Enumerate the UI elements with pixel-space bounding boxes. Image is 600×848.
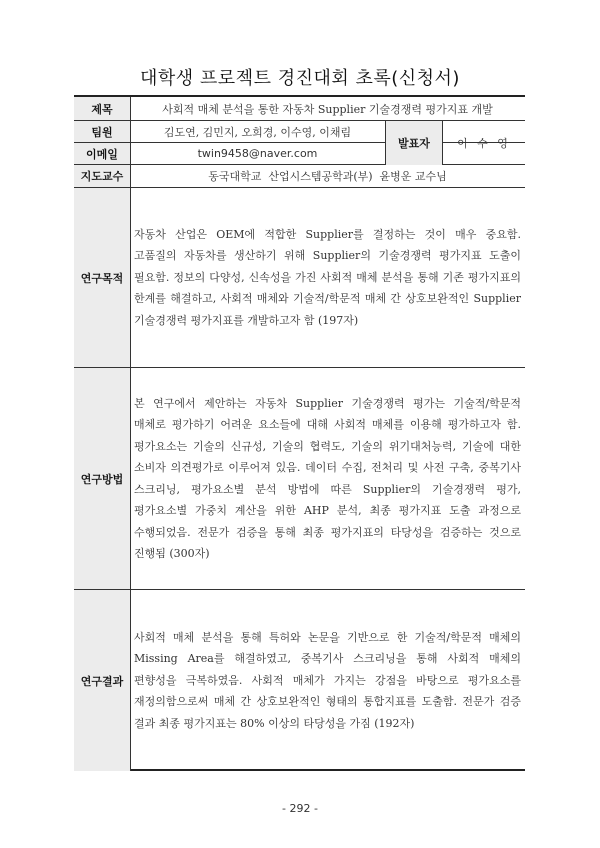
- purpose-paragraph: 자동차 산업은 OEM에 적합한 Supplier를 결정하는 것이 매우 중요함. 고품질의 자동차를 생산하기 위해 Supplier의 기술경쟁력 평가지표 도출이 필요함. 정보의 다양성, 신속성을 가진 사회적 매체 분석을 통해 기존 평가지표의 한계를 해결하고, 사회적 매체와 기술적/학문적 매체 간 상호보완적인 Supplier 기술경쟁력 평가지표를 개발하고자 함 (197자): [134, 227, 521, 327]
- value-subject: 사회적 매체 분석을 통한 자동차 Supplier 기술경쟁력 평가지표 개발: [162, 102, 493, 116]
- value-presenter: 이 수 영: [457, 137, 511, 150]
- page-number: - 292 -: [282, 802, 318, 815]
- label-advisor: 지도교수: [74, 165, 131, 187]
- label-presenter: 발표자: [385, 121, 443, 165]
- application-form: [74, 95, 525, 771]
- result-paragraph: 사회적 매체 분석을 통해 특허와 논문을 기반으로 한 기술적/학문적 매체의 Missing Area를 해결하였고, 중복기사 스크리닝을 통해 사회적 매체의 편향성을 극복하였음. 사회적 매체가 가지는 강점을 바탕으로 평가요소를 재정의함으로써 매체 간 상호보완적인 형태의 통합지표를 도출함. 전문가 검증 결과 최종 평가지표는 80% 이상의 타당성을 가짐 (192자): [134, 630, 521, 730]
- label-purpose: 연구목적: [74, 188, 131, 367]
- value-email: twin9458@naver.com: [197, 147, 318, 160]
- label-result: 연구결과: [74, 590, 131, 771]
- label-subject: 제목: [74, 97, 131, 120]
- row-advisor: [74, 165, 525, 188]
- value-team: 김도연, 김민지, 오희경, 이수영, 이채림: [163, 125, 352, 139]
- method-text: [134, 368, 521, 589]
- method-paragraph: 본 연구에서 제안하는 자동차 Supplier 기술경쟁력 평가는 기술적/학문적 매체로 평가하기 어려운 요소들에 대해 사회적 매체를 이용해 평가하고자 함. 평가요소는 기술의 신규성, 기술의 협력도, 기술의 위기대처능력, 기술에 대한 소비자 의견평가로 이루어져 있음. 데이터 수집, 전처리 및 사전 구축, 중복기사 스크리닝, 평가요소별 분석 방법에 따른 Supplier의 기술경쟁력 평가, 평가요소별 가중치 계산을 위한 AHP 분석, 최종 평가지표 도출 과정으로 수행되었음. 전문가 검증을 통해 최종 평가지표의 타당성을 검증하는 것으로 진행됨 (300자): [134, 396, 521, 560]
- purpose-text: [134, 188, 521, 367]
- row-purpose: [74, 188, 525, 368]
- value-advisor: 동국대학교 산업시스템공학과(부) 윤병운 교수님: [208, 170, 447, 183]
- document-title: 대학생 프로젝트 경진대회 초록(신청서): [140, 68, 460, 89]
- label-method: 연구방법: [74, 368, 131, 589]
- label-team: 팀원: [74, 121, 131, 142]
- row-method: [74, 368, 525, 590]
- row-subject: [74, 97, 525, 121]
- label-email: 이메일: [74, 143, 131, 164]
- row-result: [74, 590, 525, 771]
- result-text: [134, 590, 521, 771]
